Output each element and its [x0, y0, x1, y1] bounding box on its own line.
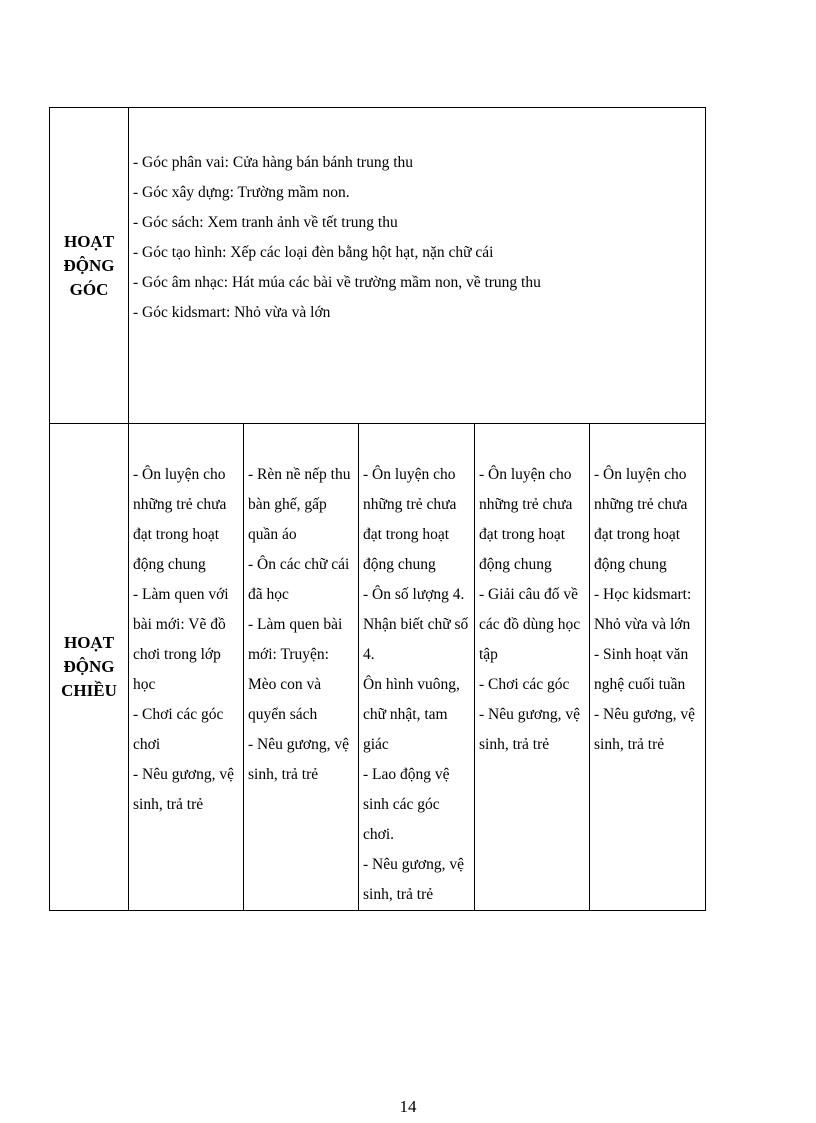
- afternoon-item: - Ôn số lượng 4. Nhận biết chữ số 4.: [363, 586, 469, 663]
- afternoon-item: - Lao động vệ sinh các góc chơi.: [363, 766, 450, 843]
- afternoon-item: - Làm quen với bài mới: Vẽ đồ chơi trong lớp học: [133, 586, 229, 693]
- afternoon-item: - Nêu gương, vệ sinh, trả trẻ: [594, 706, 695, 753]
- afternoon-item: - Ôn luyện cho những trẻ chưa đạt trong hoạt động chung: [479, 466, 573, 573]
- table-row-hoat-dong-chieu: [50, 424, 706, 911]
- row-label-line: CHIỀU: [61, 681, 117, 700]
- afternoon-item: - Làm quen bài mới: Truyện: Mèo con và quyển sách: [248, 616, 343, 723]
- corner-activities-cell: [129, 108, 706, 424]
- afternoon-item: - Nêu gương, vệ sinh, trả trẻ: [133, 766, 234, 813]
- afternoon-item: - Ôn luyện cho những trẻ chưa đạt trong hoạt động chung: [594, 466, 688, 573]
- afternoon-item: - Nêu gương, vệ sinh, trả trẻ: [479, 706, 580, 753]
- table-row-hoat-dong-goc: [50, 108, 706, 424]
- corner-activity-item: - Góc tạo hình: Xếp các loại đèn bằng hột hạt, nặn chữ cái: [133, 244, 494, 261]
- schedule-table: [49, 107, 706, 911]
- corner-activity-item: - Góc xây dựng: Trường mầm non.: [133, 184, 350, 201]
- afternoon-item: - Chơi các góc chơi: [133, 706, 224, 753]
- corner-activity-item: - Góc phân vai: Cửa hàng bán bánh trung thu: [133, 154, 414, 171]
- afternoon-item: - Sinh hoạt văn nghệ cuối tuần: [594, 646, 689, 693]
- afternoon-item: - Giải câu đố về các đồ dùng học tập: [479, 586, 581, 663]
- corner-activity-item: - Góc kidsmart: Nhỏ vừa và lớn: [133, 304, 331, 321]
- afternoon-day-3-cell: [359, 424, 475, 911]
- page-number: 14: [399, 1097, 417, 1116]
- afternoon-item: - Học kidsmart: Nhỏ vừa và lớn: [594, 586, 692, 633]
- row-label-line: HOẠT: [63, 633, 115, 652]
- corner-activity-item: - Góc sách: Xem tranh ảnh về tết trung thu: [133, 214, 398, 231]
- row-label-hoat-dong-goc: [50, 108, 129, 424]
- afternoon-item: - Nêu gương, vệ sinh, trả trẻ: [363, 856, 464, 903]
- afternoon-item: - Rèn nề nếp thu bàn ghế, gấp quần áo: [248, 466, 351, 543]
- afternoon-item: - Ôn luyện cho những trẻ chưa đạt trong hoạt động chung: [133, 466, 227, 573]
- afternoon-day-5-cell: [590, 424, 706, 911]
- row-label-line: ĐỘNG: [63, 657, 115, 676]
- row-label-hoat-dong-chieu: [50, 424, 129, 911]
- row-label-line: ĐỘNG: [63, 255, 115, 275]
- corner-activity-item: - Góc âm nhạc: Hát múa các bài về trường mầm non, về trung thu: [133, 274, 541, 291]
- afternoon-item: - Ôn luyện cho những trẻ chưa đạt trong hoạt động chung: [363, 466, 457, 573]
- afternoon-item: - Chơi các góc: [479, 676, 570, 693]
- row-label-line: GÓC: [69, 279, 109, 299]
- afternoon-day-4-cell: [475, 424, 590, 911]
- row-label-line: HOẠT: [63, 231, 115, 251]
- afternoon-day-2-cell: [244, 424, 359, 911]
- afternoon-item: - Ôn các chữ cái đã học: [248, 556, 350, 603]
- afternoon-day-1-cell: [129, 424, 244, 911]
- afternoon-item: Ôn hình vuông, chữ nhật, tam giác: [363, 676, 460, 753]
- afternoon-item: - Nêu gương, vệ sinh, trả trẻ: [248, 736, 349, 783]
